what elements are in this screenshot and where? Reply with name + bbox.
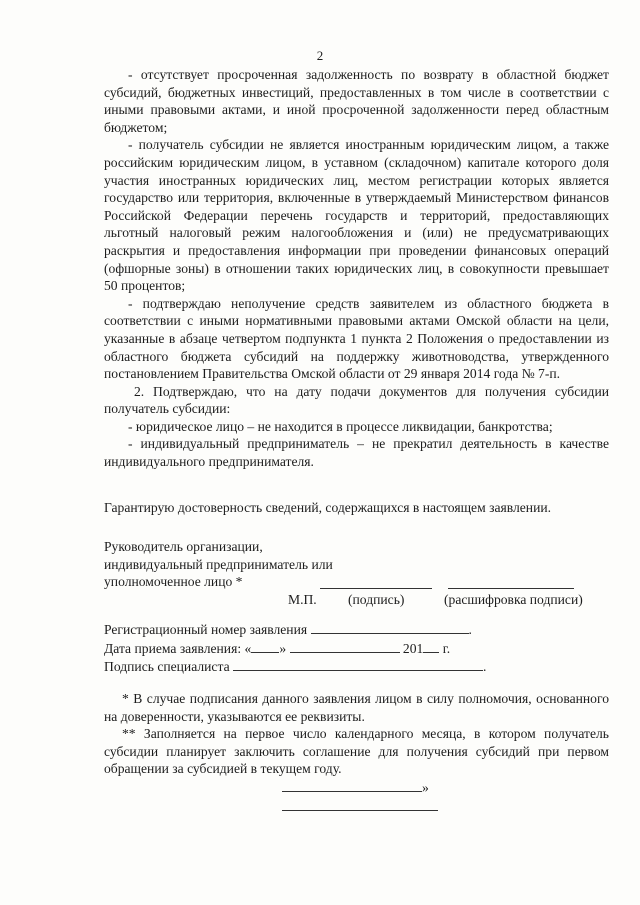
signer-line-3-row [104, 573, 609, 591]
signer-line-1: Руководитель организации, [104, 539, 263, 554]
signature-captions-row [104, 591, 609, 609]
paragraph-not-foreign: - получатель субсидии не является иностранным юридическим лицом, а также российским юридическим лицом, в уставном (складочном) капитале которого доля участия иностранных юридических лиц, местом регистрации которых является государство или территория, включенные в утверждаемый Министерством финансов Российской Федерации перечень государств и территорий, предоставляющих льготный налоговый режим налогообложения и (или) не предусматривающих раскрытия и предоставления информации при проведении финансовых операций (офшорные зоны) в отношении таких юридических лиц, в совокупности превышает 50 процентов; [104, 137, 609, 294]
date-label: Дата приема заявления: « [104, 640, 252, 656]
signature-line[interactable] [320, 575, 432, 589]
tail-fields [282, 778, 438, 816]
paragraph-legal-entity: - юридическое лицо – не находится в процессе ликвидации, банкротства; [128, 418, 553, 434]
paragraph-confirm: 2. Подтверждаю, что на дату подачи документов для получения субсидии получатель субсидии: [104, 383, 609, 417]
stamp-place-label: М.П. [288, 592, 317, 608]
date-year-field[interactable] [423, 639, 439, 653]
signature-caption: (подпись) [348, 592, 405, 608]
footnote-1: * В случае подписания данного заявления лицом в силу полномочия, основанного на доверенности, указываются ее реквизиты. [104, 691, 609, 724]
document-body [104, 66, 609, 471]
guarantee-statement: Гарантирую достоверность сведений, содержащихся в настоящем заявлении. [104, 500, 552, 515]
footnotes [104, 690, 609, 778]
specialist-label: Подпись специалиста [104, 659, 230, 675]
paragraph-no-other-funds: - подтверждаю неполучение средств заявителем из областного бюджета в соответствии с иными нормативными правовыми актами Омской области на цели, указанные в абзаце четвертом подпункта 1 пункта 2 Положения о предоставлении из областного бюджета субсидий на поддержку животноводства, утвержденного постановлением Правительства Омской области от 29 января 2014 года № 7-п. [104, 295, 609, 382]
specialist-row: Подпись специалиста . [104, 659, 487, 675]
reg-number-row: Регистрационный номер заявления . [104, 622, 472, 637]
tail-line-row [282, 797, 438, 816]
tail-date-field[interactable] [282, 778, 422, 792]
date-month-field[interactable] [290, 639, 400, 653]
signer-line-3: уполномоченное лицо * [104, 574, 243, 590]
tail-second-field[interactable] [282, 797, 438, 811]
signature-decode-caption: (расшифровка подписи) [444, 592, 583, 608]
signer-line-2: индивидуальный предприниматель или [104, 556, 333, 572]
page-number: 2 [316, 48, 324, 63]
footnote-2: ** Заполняется на первое число календарного месяца, в котором получатель субсидии планирует заключить соглашение для получения субсидий при первом обращении за субсидией в текущем году. [104, 726, 609, 777]
tail-date-row: » [282, 778, 438, 797]
registration-block [104, 620, 486, 676]
reg-number-field[interactable] [311, 620, 469, 634]
reg-number-label: Регистрационный номер заявления [104, 622, 308, 637]
specialist-signature-field[interactable] [233, 657, 483, 671]
date-row: Дата приема заявления: « » 201 г. [104, 640, 451, 656]
paragraph-no-debt: - отсутствует просроченная задолженность по возврату в областной бюджет субсидий, бюджетных инвестиций, предоставленных в том числе в соответствии с иными правовыми актами, и иной просроченной задолженности перед областным бюджетом; [104, 67, 609, 135]
signature-decode-line[interactable] [448, 575, 574, 589]
paragraph-entrepreneur: - индивидуальный предприниматель – не прекратил деятельность в качестве индивидуального предпринимателя. [104, 436, 609, 470]
date-day-field[interactable] [251, 639, 279, 653]
signature-block [104, 538, 609, 609]
